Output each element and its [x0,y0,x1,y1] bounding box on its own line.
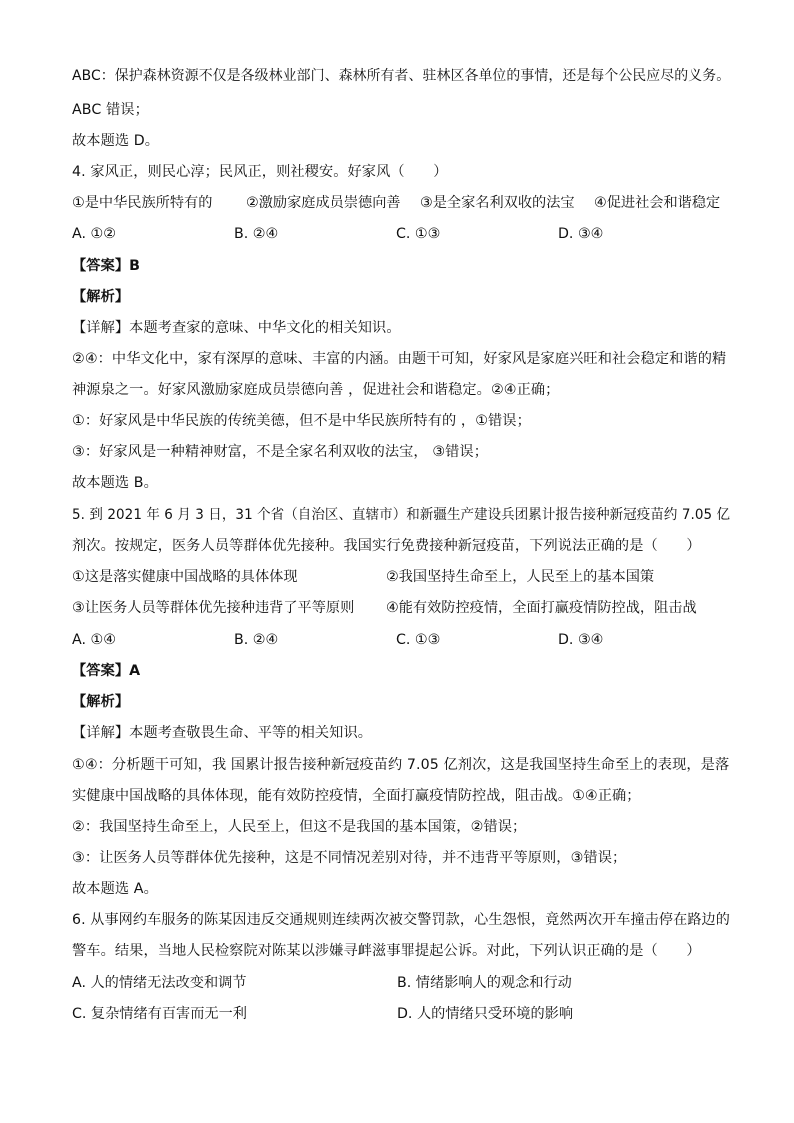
q6-choice-c: C. 复杂情绪有百害而无一利 [72,1006,247,1022]
q4-analysis-heading: 【解析】 [72,289,130,305]
q4-answer: 【答案】B [72,258,141,274]
q4-conclusion: 故本题选 B。 [72,475,158,491]
text-line: ABC 错误； [72,102,149,118]
q6-choice-d: D. 人的情绪只受环境的影响 [397,1006,574,1022]
q4-paragraph: ①：好家风是中华民族的传统美德，但不是中华民族所特有的 ，①错误； [72,413,531,429]
q5-conclusion: 故本题选 A。 [72,881,158,897]
q4-choice-c: C. ①③ [396,226,441,242]
text-line: 故本题选 D。 [72,133,160,149]
q4-detail: 【详解】本题考查家的意味、中华文化的相关知识。 [72,320,401,336]
q4-choice-a: A. ①② [72,226,116,242]
q4-paragraph: ③：好家风是一种精神财富，不是全家名利双收的法宝， ③错误； [72,444,489,460]
q4-statement-1: ①是中华民族所特有的 [72,195,213,211]
q5-detail: 【详解】本题考查敬畏生命、平等的相关知识。 [72,725,373,741]
text-line: ABC：保护森林资源不仅是各级林业部门、森林所有者、驻林区各单位的事情，还是每个公民应尽的义务。 [72,68,731,84]
q5-choice-c: C. ①③ [396,632,441,648]
q5-statement-2: ②我国坚持生命至上，人民至上的基本国策 [386,569,655,585]
q5-analysis-heading: 【解析】 [72,694,130,710]
q4-choice-d: D. ③④ [558,226,604,242]
question-4-stem: 4. 家风正，则民心淳；民风正，则社稷安。好家风（ ） [72,164,448,180]
q4-statement-2: ②激励家庭成员崇德向善 [246,195,401,211]
q5-paragraph: ①④：分析题干可知，我 国累计报告接种新冠疫苗约 7.05 亿剂次，这是我国坚持生命至上的表现，是落 [72,757,730,773]
q5-answer: 【答案】A [72,663,141,679]
q5-statement-4: ④能有效防控疫情，全面打赢疫情防控战，阻击战 [386,600,697,616]
q4-paragraph: ②④：中华文化中，家有深厚的意味、丰富的内涵。由题干可知，好家风是家庭兴旺和社会稳定和谐的精 [72,351,727,367]
question-5-stem: 5. 到 2021 年 6 月 3 日，31 个省（自治区、直辖市）和新疆生产建设兵团累计报告接种新冠疫苗约 7.05 亿 [72,507,731,523]
q6-choice-a: A. 人的情绪无法改变和调节 [72,975,247,991]
q5-paragraph: 实健康中国战略的具体体现，能有效防控疫情，全面打赢疫情防控战，阻击战。①④正确； [72,788,641,804]
q5-choice-d: D. ③④ [558,632,604,648]
q5-statement-1: ①这是落实健康中国战略的具体体现 [72,569,298,585]
q5-paragraph: ②：我国坚持生命至上，人民至上，但这不是我国的基本国策，②错误； [72,819,527,835]
q4-statement-3: ③是全家名利双收的法宝 [420,195,575,211]
q5-statement-3: ③让医务人员等群体优先接种违背了平等原则 [72,600,355,616]
q4-paragraph: 神源泉之一。好家风激励家庭成员崇德向善 ，促进社会和谐稳定。②④正确； [72,382,560,398]
q5-paragraph: ③：让医务人员等群体优先接种，这是不同情况差别对待，并不违背平等原则，③错误； [72,850,627,866]
question-6-stem: 6. 从事网约车服务的陈某因违反交通规则连续两次被交警罚款，心生怨恨，竟然两次开车撞击停在路边的 [72,912,730,928]
q4-choice-b: B. ②④ [234,226,279,242]
question-5-stem: 剂次。按规定，医务人员等群体优先接种。我国实行免费接种新冠疫苗，下列说法正确的是（ ） [72,538,701,554]
q6-choice-b: B. 情绪影响人的观念和行动 [397,975,572,991]
q4-statement-4: ④促进社会和谐稳定 [594,195,721,211]
question-6-stem: 警车。结果，当地人民检察院对陈某以涉嫌寻衅滋事罪提起公诉。对此，下列认识正确的是（ ） [72,943,701,959]
q5-choice-a: A. ①④ [72,632,116,648]
q5-choice-b: B. ②④ [234,632,279,648]
